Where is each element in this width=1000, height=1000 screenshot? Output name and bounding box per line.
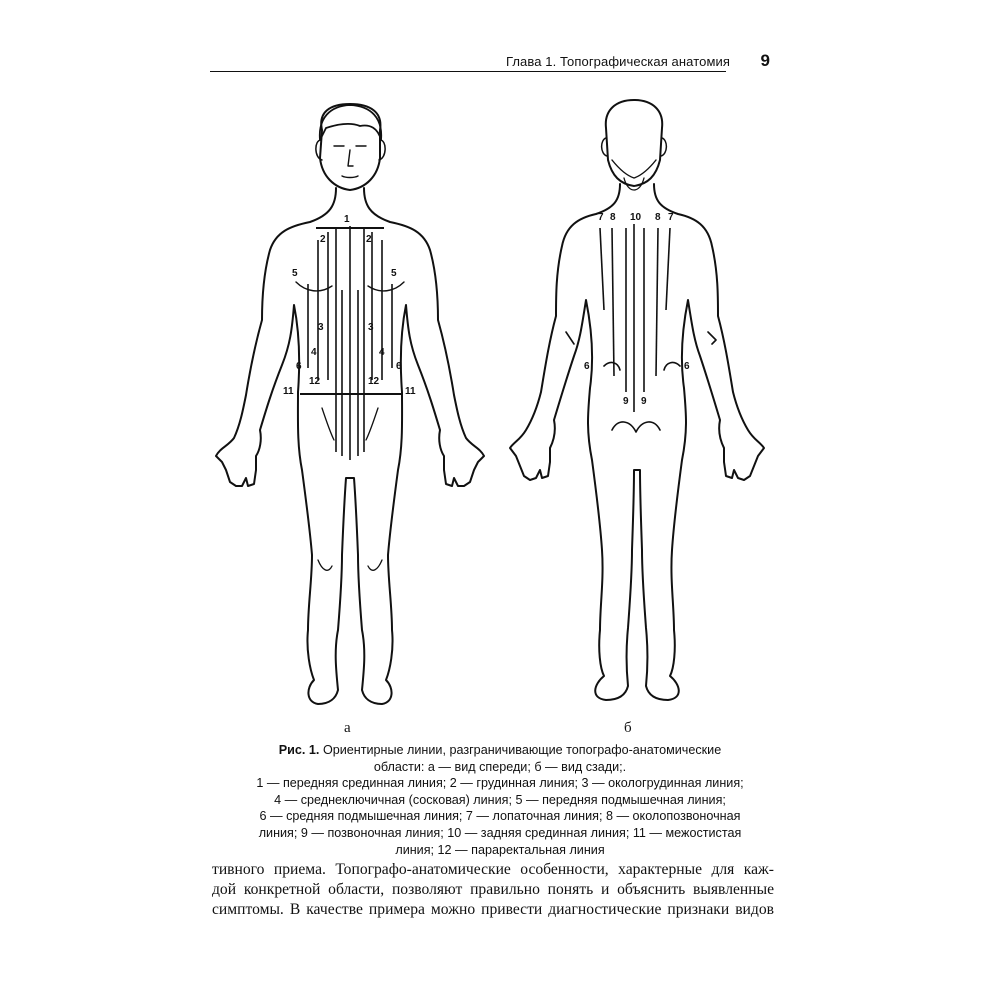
front-knees [318,560,382,570]
line-8-paravertebral-left [612,228,614,376]
front-view-sublabel: а [344,720,351,736]
front-label: 4 [311,347,317,358]
caption-line [200,742,800,759]
front-label: 2 [366,234,372,245]
front-label: 11 [283,386,294,397]
chapter-title: Глава 1. Топографическая анатомия [505,54,730,69]
back-label: 6 [684,361,690,372]
caption-line: линия; 12 — параректальная линия [395,842,605,857]
front-label: 11 [405,386,416,397]
front-label: 12 [368,376,380,387]
back-label: 9 [623,396,629,407]
caption-line: области: а — вид спереди; б — вид сзади;. [373,759,627,774]
caption-line: 4 — среднеключичная (сосковая) линия; 5 — передняя подмышечная линия; [274,792,726,807]
body-line: тивного приема. Топографо-анатомические особенности, характерные для каж- [212,861,774,878]
caption-line: 1 — передняя срединная линия; 2 — грудинная линия; 3 — окологрудинная линия; [256,776,744,791]
line-7-scapular-right [666,228,670,310]
back-label: 7 [598,212,604,223]
body-paragraph [212,860,774,920]
back-view-figure [510,100,764,700]
back-body-outline [510,184,764,700]
front-label: 12 [309,376,321,387]
back-buttocks [612,422,660,432]
front-label: 5 [391,268,397,279]
back-label: 8 [610,212,616,223]
front-label: 5 [292,268,298,279]
back-view-sublabel: б [624,720,632,736]
back-ears [602,138,667,156]
body-line: дой конкретной области, позволяют правильно понять и объяснить выявленные [212,881,774,898]
front-label: 6 [396,361,402,372]
page-number: 9 [760,51,770,70]
back-hair [612,160,656,178]
back-orientation-lines [600,224,670,412]
front-label: 4 [379,347,385,358]
front-orientation-lines [300,226,402,460]
caption-line: 6 — средняя подмышечная линия; 7 — лопаточная линия; 8 — околопозвоночная [259,809,741,824]
front-label: 6 [296,361,302,372]
back-label: 6 [584,361,590,372]
caption-label: Рис. 1. [278,743,320,757]
back-label: 8 [655,212,661,223]
back-label: 10 [630,212,642,223]
line-7-scapular-left [600,228,604,310]
front-label: 3 [318,322,324,333]
body-line: симптомы. В качестве примера можно привести диагностические признаки видов [212,901,774,918]
caption-line: линия; 9 — позвоночная линия; 10 — задняя срединная линия; 11 — межостистая [258,825,742,840]
back-label: 9 [641,396,647,407]
back-head-outline [606,100,662,186]
back-label: 7 [668,212,674,223]
figure-caption [200,742,800,858]
front-label: 1 [344,214,350,225]
front-face [334,146,366,178]
front-label: 3 [368,322,374,333]
caption-text: Ориентирные линии, разграничивающие топографо-анатомические [322,743,722,757]
front-label: 2 [320,234,326,245]
line-8-paravertebral-right [656,228,658,376]
